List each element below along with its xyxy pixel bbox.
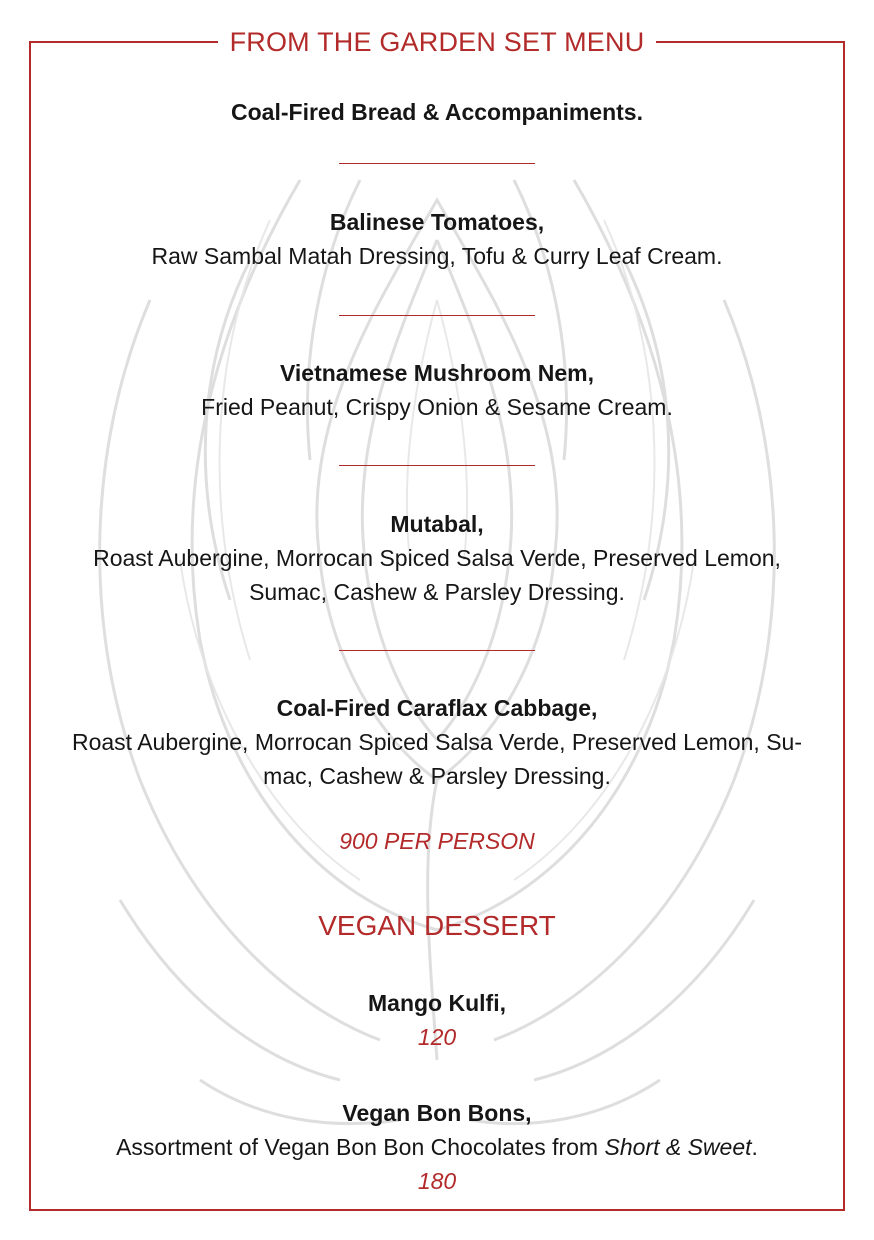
course-tomatoes [34,205,840,273]
course-mutabal [34,507,840,609]
dessert-bonbons [34,1096,840,1198]
dish-description-line2: Sumac, Cashew & Parsley Dressing. [249,579,625,605]
dish-description-line1: Roast Aubergine, Morrocan Spiced Salsa Verde, Preserved Lemon, [93,545,781,571]
dessert-header [34,908,840,944]
dish-name: Vegan Bon Bons, [342,1100,532,1126]
divider [339,315,535,316]
dish-description-line1: Roast Aubergine, Morrocan Spiced Salsa Verde, Preserved Lemon, Su- [71,729,802,755]
course-nem [34,356,840,424]
dish-name: Coal-Fired Bread & Accompaniments. [231,99,643,125]
course-cabbage [34,691,840,793]
dessert-title: VEGAN DESSERT [318,910,556,941]
dish-name: Coal-Fired Caraflax Cabbage, [276,695,598,721]
dish-name: Mango Kulfi, [368,990,506,1016]
menu-header [218,22,656,62]
dish-name: Balinese Tomatoes, [329,209,545,235]
menu-title: FROM THE GARDEN SET MENU [229,27,645,57]
set-price [34,824,840,858]
set-price-text: 900 PER PERSON [339,828,535,854]
dish-price: 120 [417,1024,457,1050]
brand-name: Short & Sweet [604,1134,752,1160]
divider [339,465,535,466]
dessert-kulfi [34,986,840,1054]
desc-suffix: . [751,1134,758,1160]
dish-description-line2: mac, Cashew & Parsley Dressing. [263,763,611,789]
dish-description [34,1130,840,1164]
dish-name: Vietnamese Mushroom Nem, [279,360,594,386]
dish-description: Fried Peanut, Crispy Onion & Sesame Cream. [201,394,673,420]
dish-name: Mutabal, [390,511,484,537]
course-bread [34,95,840,129]
divider [339,163,535,164]
dish-price: 180 [417,1168,457,1194]
desc-prefix: Assortment of Vegan Bon Bon Chocolates from [116,1134,605,1160]
dish-description: Raw Sambal Matah Dressing, Tofu & Curry Leaf Cream. [151,243,723,269]
divider [339,650,535,651]
